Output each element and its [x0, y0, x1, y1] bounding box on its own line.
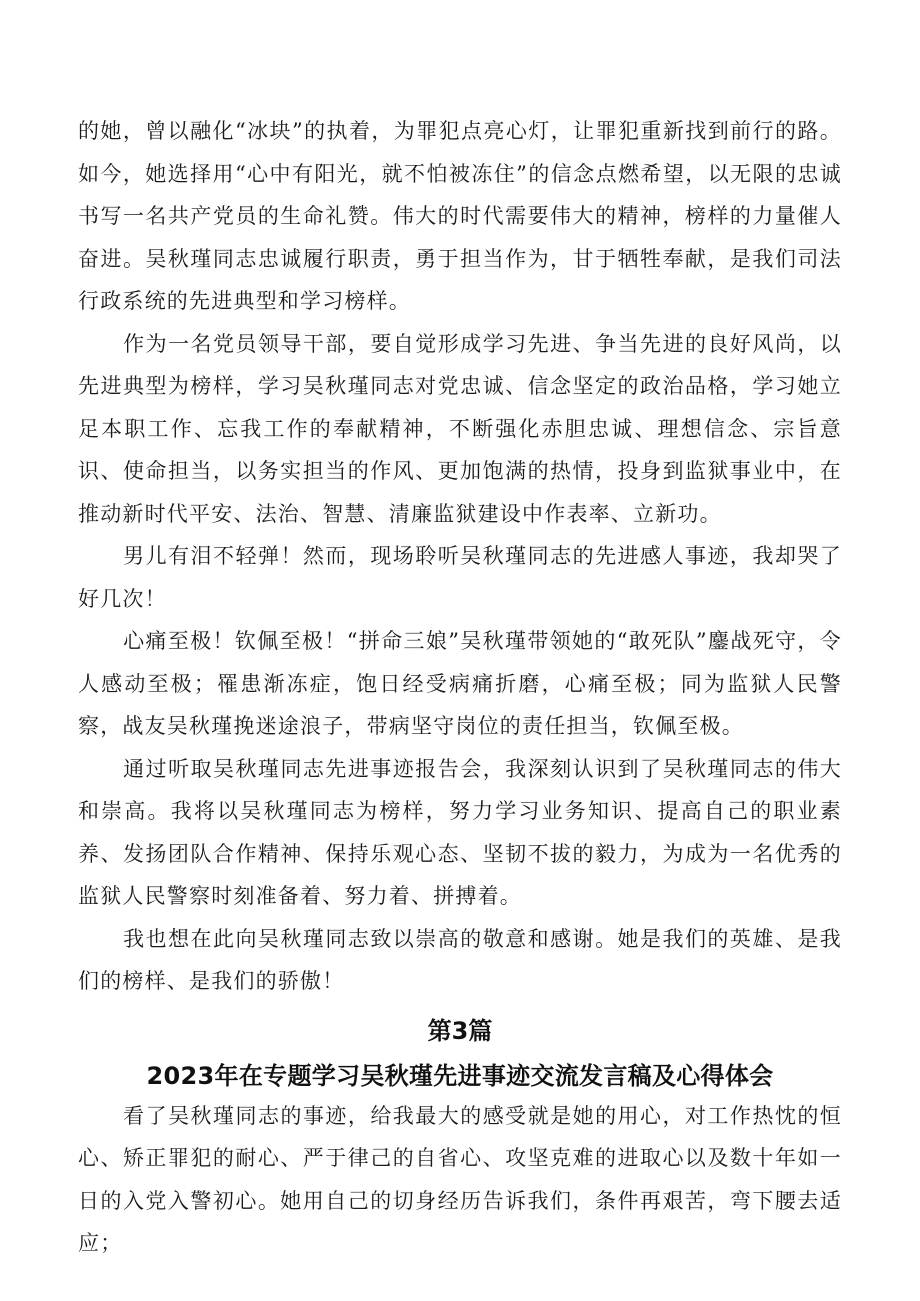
paragraph: 作为一名党员领导干部，要自觉形成学习先进、争当先进的良好风尚，以先进典型为榜样，学习吴秋瑾同志对党忠诚、信念坚定的政治品格，学习她立足本职工作、忘我工作的奉献精神，不断强化赤胆忠诚、理想信念、宗旨意识、使命担当，以务实担当的作风、更加饱满的热情，投身到监狱事业中，在推动新时代平安、法治、智慧、清廉监狱建设中作表率、立新功。: [78, 331, 842, 526]
paragraph: 的她，曾以融化“冰块”的执着，为罪犯点亮心灯，让罪犯重新找到前行的路。如今，她选择用“心中有阳光，就不怕被冻住”的信念点燃希望，以无限的忠诚书写一名共产党员的生命礼赞。伟大的时代需要伟大的精神，榜样的力量催人奋进。吴秋瑾同志忠诚履行职责，勇于担当作为，甘于牺牲奉献，是我们司法行政系统的先进典型和学习榜样。: [78, 119, 842, 313]
paragraph: 心痛至极！钦佩至极！“拼命三娘”吴秋瑾带领她的“敢死队”鏖战死守，令人感动至极；罹患渐冻症，饱日经受病痛折磨，心痛至极；同为监狱人民警察，战友吴秋瑾挽迷途浪子，带病坚守岗位的责任担当，钦佩至极。: [78, 629, 842, 738]
section-title: 2023年在专题学习吴秋瑾先进事迹交流发言稿及心得体会: [146, 1061, 774, 1090]
paragraph: 男儿有泪不轻弹！然而，现场聆听吴秋瑾同志的先进感人事迹，我却哭了好几次！: [78, 544, 842, 611]
paragraph: 看了吴秋瑾同志的事迹，给我最大的感受就是她的用心，对工作热忱的恒心、矫正罪犯的耐心、严于律己的自省心、攻坚克难的进取心以及数十年如一日的入党入警初心。她用自己的切身经历告诉我们，条件再艰苦，弯下腰去适应；: [78, 1103, 842, 1255]
paragraph: 我也想在此向吴秋瑾同志致以崇高的敬意和感谢。她是我们的英雄、是我们的榜样、是我们的骄傲！: [78, 926, 842, 993]
document-page: [78, 110, 842, 1265]
section-number: 第3篇: [427, 1016, 493, 1045]
paragraph: 通过听取吴秋瑾同志先进事迹报告会，我深刻认识到了吴秋瑾同志的伟大和崇高。我将以吴秋瑾同志为榜样，努力学习业务知识、提高自己的职业素养、发扬团队合作精神、保持乐观心态、坚韧不拔的毅力，为成为一名优秀的监狱人民警察时刻准备着、努力着、拼搏着。: [78, 756, 842, 908]
